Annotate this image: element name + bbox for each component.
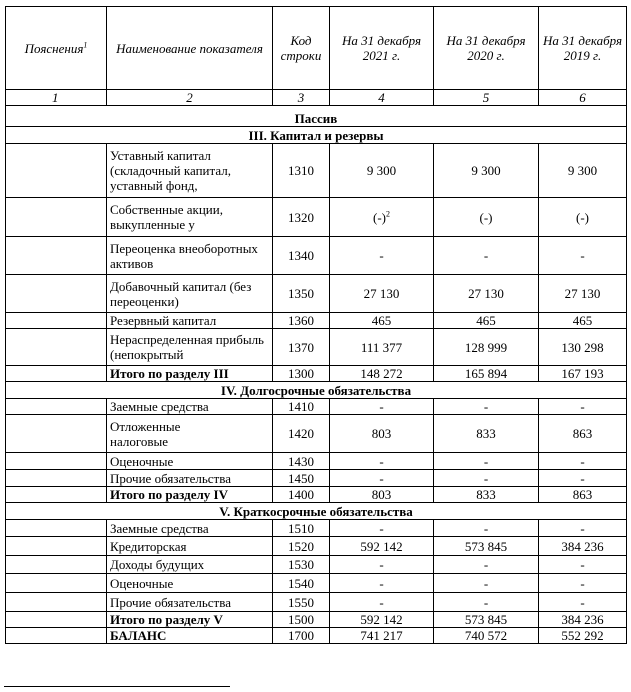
row-name: Переоценка внеоборотных активов: [107, 237, 273, 275]
table-row: [6, 556, 627, 574]
value-2019: 863: [539, 487, 627, 503]
row-name: Оценочные: [107, 574, 273, 593]
row-name: Уставный капитал (складочный капитал, уставный фонд,: [107, 144, 273, 198]
row-code: 1310: [273, 144, 330, 198]
value-2019: -: [539, 574, 627, 593]
subtotal-row: [6, 612, 627, 628]
row-code: 1370: [273, 329, 330, 366]
section-title: III. Капитал и резервы: [6, 127, 627, 144]
header-line-code: Код строки: [273, 7, 330, 90]
row-code: 1530: [273, 556, 330, 574]
value-2019: (-): [539, 198, 627, 237]
row-code: 1320: [273, 198, 330, 237]
value-2021: 148 272: [330, 366, 434, 382]
value-2019: -: [539, 453, 627, 470]
value-2021: 741 217: [330, 628, 434, 644]
footnote-separator: [4, 686, 230, 687]
balance-total-row: [6, 628, 627, 644]
value-2019: -: [539, 593, 627, 612]
section-header: [6, 503, 627, 520]
row-code: 1360: [273, 313, 330, 329]
value-2020: 465: [434, 313, 539, 329]
table-row: [6, 574, 627, 593]
column-number: 2: [107, 90, 273, 106]
row-code: 1450: [273, 470, 330, 487]
row-name: Нераспределенная прибыль (непокрытый: [107, 329, 273, 366]
column-number: 1: [6, 90, 107, 106]
table-row: [6, 237, 627, 275]
row-name: Заемные средства: [107, 399, 273, 415]
passive-title: Пассив: [6, 106, 627, 127]
value-2019: -: [539, 237, 627, 275]
column-number: 4: [330, 90, 434, 106]
balance-sheet-table: [5, 6, 627, 644]
value-2020: -: [434, 237, 539, 275]
row-name: Итого по разделу IV: [107, 487, 273, 503]
row-code: 1500: [273, 612, 330, 628]
header-2021: На 31 декабря 2021 г.: [330, 7, 434, 90]
subtotal-row: [6, 366, 627, 382]
table-row: [6, 470, 627, 487]
value-2021: -: [330, 520, 434, 537]
header-2020: На 31 декабря 2020 г.: [434, 7, 539, 90]
column-number: 3: [273, 90, 330, 106]
value-2020: -: [434, 556, 539, 574]
value-2019: 9 300: [539, 144, 627, 198]
section-header: [6, 127, 627, 144]
section-header: [6, 382, 627, 399]
value-2021: -: [330, 593, 434, 612]
column-number: 6: [539, 90, 627, 106]
value-2021: -: [330, 453, 434, 470]
row-code: 1520: [273, 537, 330, 556]
value-2021: -: [330, 399, 434, 415]
row-code: 1340: [273, 237, 330, 275]
row-code: 1300: [273, 366, 330, 382]
row-name: Добавочный капитал (без переоценки): [107, 275, 273, 313]
value-2021: 592 142: [330, 612, 434, 628]
row-code: 1430: [273, 453, 330, 470]
value-2021: -: [330, 574, 434, 593]
value-2020: 833: [434, 415, 539, 453]
value-2019: -: [539, 399, 627, 415]
value-2020: (-): [434, 198, 539, 237]
row-code: 1700: [273, 628, 330, 644]
value-2021: 27 130: [330, 275, 434, 313]
section-title: IV. Долгосрочные обязательства: [6, 382, 627, 399]
header-indicator-name: Наименование показателя: [107, 7, 273, 90]
row-code: 1540: [273, 574, 330, 593]
table-row: [6, 144, 627, 198]
value-2020: 573 845: [434, 612, 539, 628]
value-2021: $(-)^2$: [330, 198, 434, 237]
value-2020: 9 300: [434, 144, 539, 198]
row-code: 1350: [273, 275, 330, 313]
value-2019: -: [539, 470, 627, 487]
table-row: [6, 520, 627, 537]
value-2021: 592 142: [330, 537, 434, 556]
column-numbers-row: [6, 90, 627, 106]
value-2021: 111 377: [330, 329, 434, 366]
row-name: БАЛАНС: [107, 628, 273, 644]
passive-title-row: [6, 106, 627, 127]
value-2020: 740 572: [434, 628, 539, 644]
value-2021: 465: [330, 313, 434, 329]
value-2019: -: [539, 520, 627, 537]
value-2020: 165 894: [434, 366, 539, 382]
subtotal-row: [6, 487, 627, 503]
row-name: Отложенные налоговые: [107, 415, 273, 453]
column-number: 5: [434, 90, 539, 106]
row-name: Заемные средства: [107, 520, 273, 537]
header-2019: На 31 декабря 2019 г.: [539, 7, 627, 90]
value-2019: 167 193: [539, 366, 627, 382]
value-2021: 803: [330, 415, 434, 453]
value-2020: -: [434, 520, 539, 537]
row-code: 1410: [273, 399, 330, 415]
value-2020: -: [434, 470, 539, 487]
row-code: 1420: [273, 415, 330, 453]
value-2019: 863: [539, 415, 627, 453]
row-name: Доходы будущих: [107, 556, 273, 574]
value-2021: -: [330, 470, 434, 487]
table-row: [6, 275, 627, 313]
value-2020: -: [434, 453, 539, 470]
value-2019: 384 236: [539, 537, 627, 556]
row-name: Прочие обязательства: [107, 593, 273, 612]
table-row: [6, 198, 627, 237]
value-2021: -: [330, 556, 434, 574]
value-2020: 833: [434, 487, 539, 503]
row-name: Прочие обязательства: [107, 470, 273, 487]
value-2020: 573 845: [434, 537, 539, 556]
row-name: Резервный капитал: [107, 313, 273, 329]
row-code: 1510: [273, 520, 330, 537]
value-2021: 9 300: [330, 144, 434, 198]
value-2021: 803: [330, 487, 434, 503]
value-2019: 552 292: [539, 628, 627, 644]
value-2020: -: [434, 574, 539, 593]
value-2020: 128 999: [434, 329, 539, 366]
value-2020: -: [434, 399, 539, 415]
header-notes: Пояснения$^1$: [6, 7, 107, 90]
row-name: Оценочные: [107, 453, 273, 470]
row-name: Собственные акции, выкупленные у: [107, 198, 273, 237]
table-row: [6, 453, 627, 470]
value-2021: -: [330, 237, 434, 275]
value-2019: 27 130: [539, 275, 627, 313]
table-row: [6, 329, 627, 366]
value-2019: 130 298: [539, 329, 627, 366]
row-name: Кредиторская: [107, 537, 273, 556]
row-name: Итого по разделу V: [107, 612, 273, 628]
value-2019: 465: [539, 313, 627, 329]
section-title: V. Краткосрочные обязательства: [6, 503, 627, 520]
value-2019: -: [539, 556, 627, 574]
header-row: [6, 7, 627, 90]
value-2019: 384 236: [539, 612, 627, 628]
row-name: Итого по разделу III: [107, 366, 273, 382]
table-row: [6, 415, 627, 453]
table-row: [6, 593, 627, 612]
value-2020: 27 130: [434, 275, 539, 313]
row-code: 1550: [273, 593, 330, 612]
table-row: [6, 399, 627, 415]
value-2020: -: [434, 593, 539, 612]
table-row: [6, 537, 627, 556]
table-row: [6, 313, 627, 329]
row-code: 1400: [273, 487, 330, 503]
